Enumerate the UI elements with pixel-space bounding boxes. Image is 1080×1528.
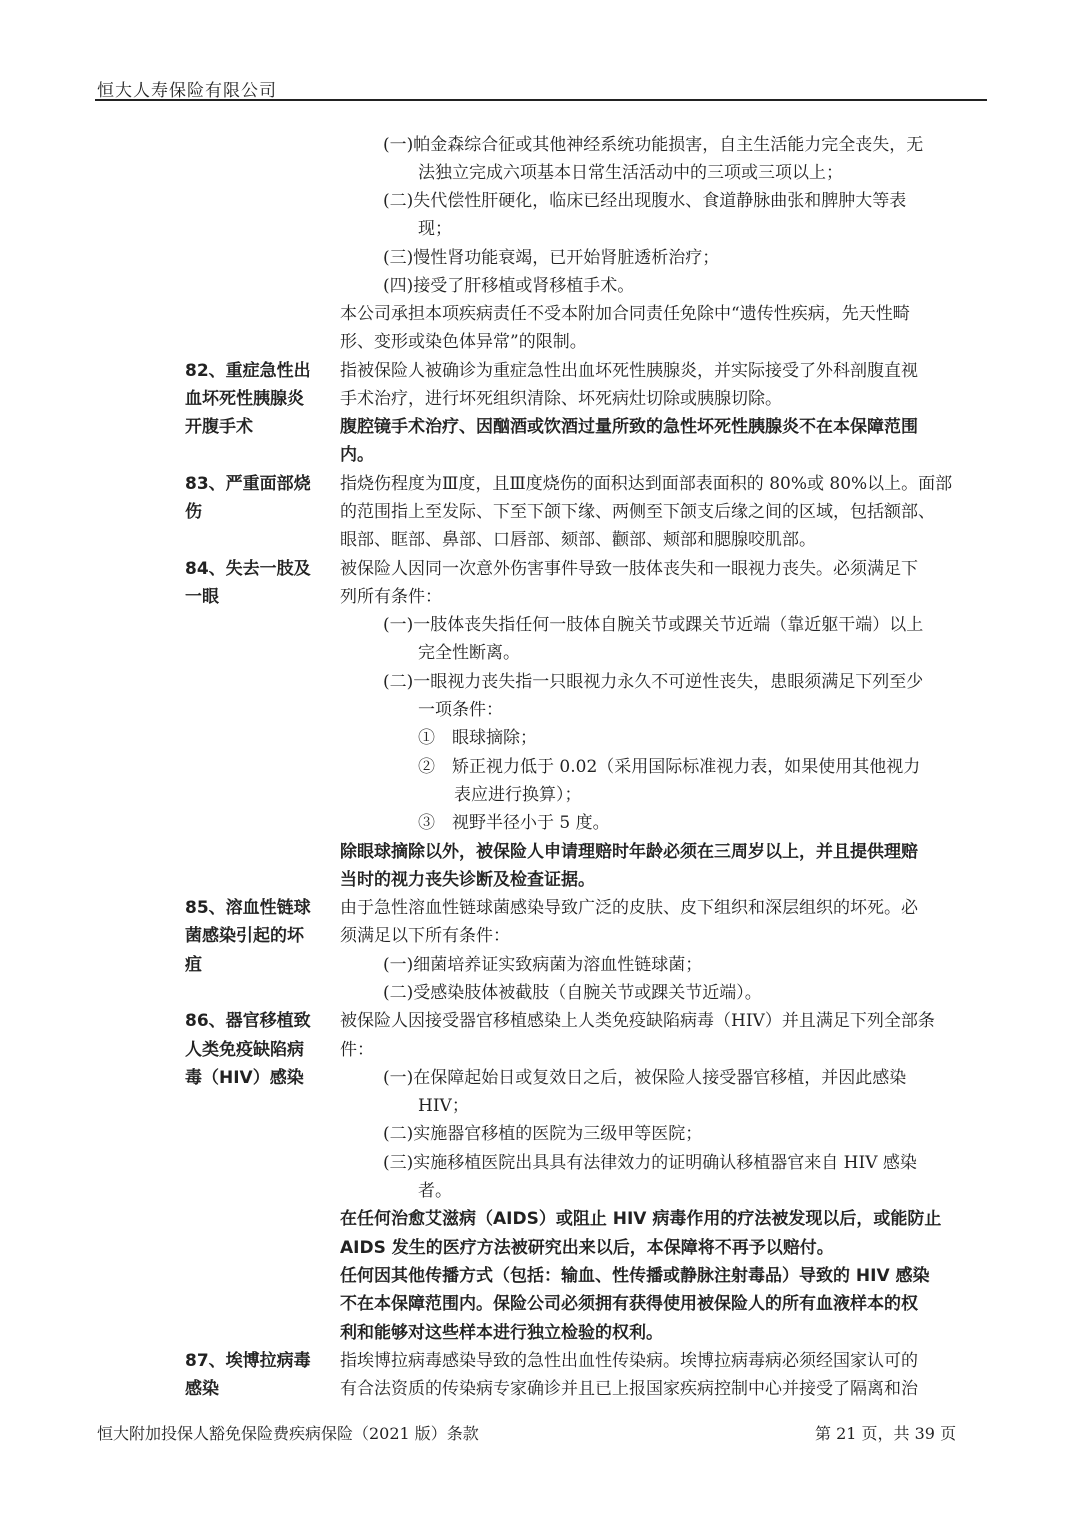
text-line: 眼部、眶部、鼻部、口唇部、颏部、颧部、颊部和腮腺咬肌部。 (340, 530, 816, 550)
text-line: 指烧伤程度为Ⅲ度，且Ⅲ度烧伤的面积达到面部表面积的 80%或 80%以上。面部 (340, 474, 953, 494)
exclusion-line: 腹腔镜手术治疗、因酗酒或饮酒过量所致的急性坏死性胰腺炎不在本保障范围 (340, 417, 918, 437)
disease-term-87: 感染 (185, 1379, 219, 1399)
exclusion-line: 不在本保障范围内。保险公司必须拥有获得使用被保险人的所有血液样本的权 (340, 1294, 918, 1314)
text-line: 表应进行换算）； (454, 785, 582, 805)
disease-term-84: 84、失去一肢及 (185, 559, 311, 579)
text-line: (四)接受了肝移植或肾移植手术。 (383, 276, 635, 296)
text-line: HIV； (418, 1096, 469, 1116)
text-line: 被保险人因同一次意外伤害事件导致一肢体丧失和一眼视力丧失。必须满足下 (340, 559, 918, 579)
disease-term-85: 85、溶血性链球 (185, 898, 311, 918)
text-line: 有合法资质的传染病专家确诊并且已上报国家疾病控制中心并接受了隔离和治 (340, 1379, 918, 1399)
disease-term-82: 82、重症急性出 (185, 361, 311, 381)
disease-term-84: 一眼 (185, 587, 219, 607)
disease-term-83: 83、严重面部烧 (185, 474, 311, 494)
text-line: 的范围指上至发际、下至下颌下缘、两侧至下颌支后缘之间的区域，包括额部、 (340, 502, 935, 522)
text-line: 形、变形或染色体异常”的限制。 (340, 332, 587, 352)
exclusion-line: 内。 (340, 445, 374, 465)
text-line: 指被保险人被确诊为重症急性出血坏死性胰腺炎，并实际接受了外科剖腹直视 (340, 361, 918, 381)
text-line: ① 眼球摘除； (418, 728, 537, 748)
exclusion-line: 利和能够对这些样本进行独立检验的权利。 (340, 1323, 663, 1343)
text-line: 一项条件： (418, 700, 503, 720)
text-line: 被保险人因接受器官移植感染上人类免疫缺陷病毒（HIV）并且满足下列全部条 (340, 1011, 935, 1031)
text-line: 须满足以下所有条件： (340, 926, 510, 946)
page-number: 第 21 页，共 39 页 (815, 1424, 957, 1443)
disease-term-82: 血坏死性胰腺炎 (185, 389, 304, 409)
exclusion-line: 当时的视力丧失诊断及检查证据。 (340, 870, 595, 890)
disease-term-83: 伤 (185, 502, 202, 522)
footer-title: 恒大附加投保人豁免保险费疾病保险（2021 版）条款 (97, 1424, 479, 1443)
text-line: 列所有条件： (340, 587, 442, 607)
text-line: (三)实施移植医院出具具有法律效力的证明确认移植器官来自 HIV 感染 (383, 1153, 917, 1173)
text-line: ② 矫正视力低于 0.02（采用国际标准视力表，如果使用其他视力 (418, 757, 921, 777)
disease-term-86: 人类免疫缺陷病 (185, 1040, 304, 1060)
text-line: 完全性断离。 (418, 643, 520, 663)
disease-term-86: 毒（HIV）感染 (185, 1068, 304, 1088)
disease-term-85: 菌感染引起的坏 (185, 926, 304, 946)
exclusion-line: 除眼球摘除以外，被保险人申请理赔时年龄必须在三周岁以上，并且提供理赔 (340, 842, 918, 862)
text-line: 本公司承担本项疾病责任不受本附加合同责任免除中“遗传性疾病，先天性畸 (340, 304, 910, 324)
text-line: 指埃博拉病毒感染导致的急性出血性传染病。埃博拉病毒病必须经国家认可的 (340, 1351, 918, 1371)
disease-term-87: 87、埃博拉病毒 (185, 1351, 311, 1371)
exclusion-line: 在任何治愈艾滋病（AIDS）或阻止 HIV 病毒作用的疗法被发现以后，或能防止 (340, 1209, 942, 1229)
text-line: 由于急性溶血性链球菌感染导致广泛的皮肤、皮下组织和深层组织的坏死。必 (340, 898, 918, 918)
text-line: (一)细菌培养证实致病菌为溶血性链球菌； (383, 955, 703, 975)
text-line: 法独立完成六项基本日常生活活动中的三项或三项以上； (418, 163, 843, 183)
text-line: 现； (418, 219, 452, 239)
disease-term-82: 开腹手术 (185, 417, 253, 437)
text-line: (二)失代偿性肝硬化，临床已经出现腹水、食道静脉曲张和脾肿大等表 (383, 191, 907, 211)
text-line: (二)受感染肢体被截肢（自腕关节或踝关节近端）。 (383, 983, 762, 1003)
text-line: (二)一眼视力丧失指一只眼视力永久不可逆性丧失，患眼须满足下列至少 (383, 672, 924, 692)
text-line: (二)实施器官移植的医院为三级甲等医院； (383, 1124, 703, 1144)
text-line: (三)慢性肾功能衰竭，已开始肾脏透析治疗； (383, 248, 720, 268)
exclusion-line: AIDS 发生的医疗方法被研究出来以后，本保障将不再予以赔付。 (340, 1238, 834, 1258)
text-line: 件： (340, 1040, 374, 1060)
header-rule (95, 99, 987, 101)
text-line: 者。 (418, 1181, 452, 1201)
disease-term-85: 疽 (185, 955, 202, 975)
text-line: ③ 视野半径小于 5 度。 (418, 813, 610, 833)
disease-term-86: 86、器官移植致 (185, 1011, 311, 1031)
text-line: (一)一肢体丧失指任何一肢体自腕关节或踝关节近端（靠近躯干端）以上 (383, 615, 924, 635)
exclusion-line: 任何因其他传播方式（包括：输血、性传播或静脉注射毒品）导致的 HIV 感染 (340, 1266, 930, 1286)
text-line: 手术治疗，进行坏死组织清除、坏死病灶切除或胰腺切除。 (340, 389, 782, 409)
company-header: 恒大人寿保险有限公司 (97, 81, 277, 101)
text-line: (一)帕金森综合征或其他神经系统功能损害，自主生活能力完全丧失，无 (383, 135, 924, 155)
text-line: (一)在保障起始日或复效日之后，被保险人接受器官移植，并因此感染 (383, 1068, 907, 1088)
